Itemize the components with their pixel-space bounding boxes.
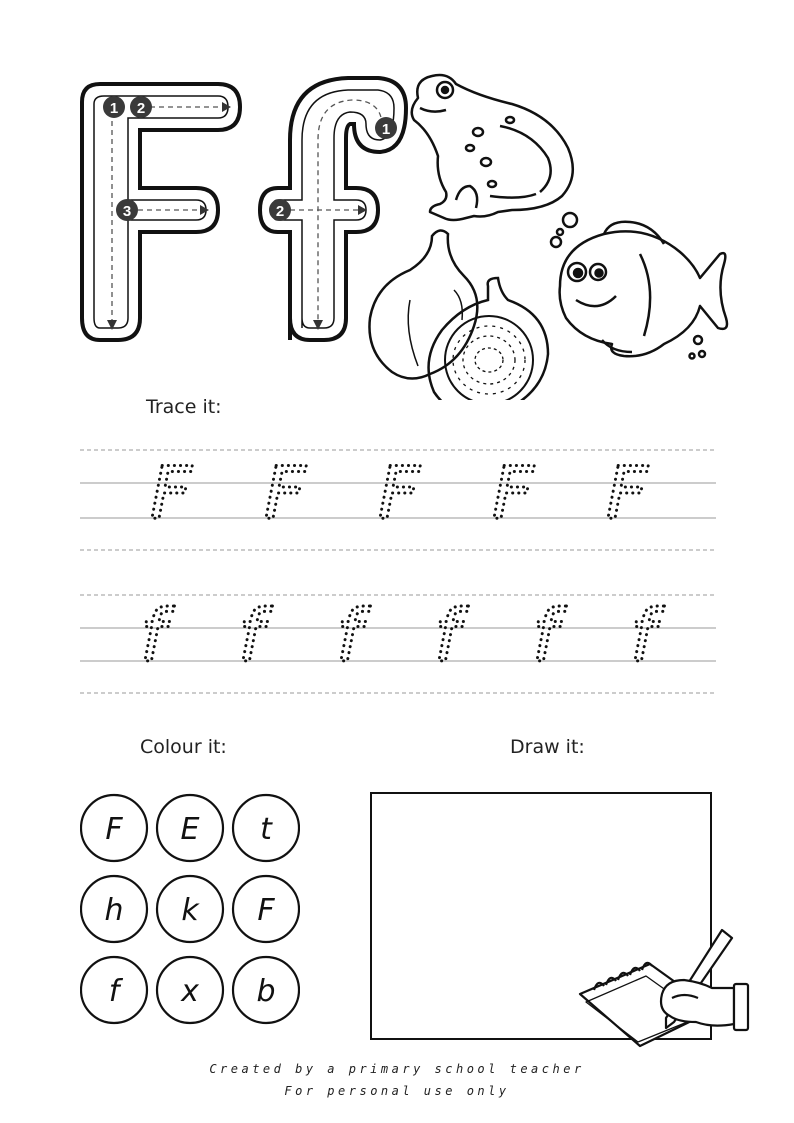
stroke-number-badge bbox=[375, 117, 397, 139]
stroke-number-badge bbox=[130, 96, 152, 118]
colour-letter-circle[interactable] bbox=[81, 795, 147, 861]
trace-row-uppercase bbox=[150, 451, 649, 535]
colour-letter: E bbox=[180, 812, 200, 847]
colour-circle-grid bbox=[80, 792, 300, 1032]
footer-credit: Created by a primary school teacher bbox=[209, 1062, 585, 1076]
colour-heading: Colour it: bbox=[140, 736, 227, 758]
stroke-number-badge bbox=[269, 199, 291, 221]
fig-icon bbox=[369, 230, 548, 400]
colour-letter-circle[interactable] bbox=[157, 957, 223, 1023]
trace-heading: Trace it: bbox=[146, 396, 222, 418]
colour-letter: F bbox=[257, 893, 275, 928]
trace-letter: f bbox=[532, 594, 558, 678]
colour-letter-circle[interactable] bbox=[81, 957, 147, 1023]
colour-letter: f bbox=[108, 974, 120, 1009]
footer-usage: For personal use only bbox=[284, 1084, 510, 1098]
colour-letter-circle[interactable] bbox=[157, 795, 223, 861]
writing-hand-icon bbox=[574, 924, 754, 1054]
trace-letter: F bbox=[150, 451, 192, 535]
colour-letter-circle[interactable] bbox=[233, 795, 299, 861]
colour-letter: b bbox=[256, 974, 276, 1009]
trace-row-lowercase bbox=[140, 594, 665, 678]
frog-icon bbox=[412, 75, 573, 220]
letter-outline-graphic bbox=[0, 0, 794, 400]
uppercase-f-outline bbox=[82, 84, 240, 340]
colour-letter: x bbox=[181, 974, 199, 1009]
colour-letter: F bbox=[105, 812, 123, 847]
trace-letter: F bbox=[378, 451, 420, 535]
trace-letter: F bbox=[264, 451, 306, 535]
svg-text:2: 2 bbox=[275, 203, 285, 220]
colour-letter: k bbox=[181, 893, 199, 928]
stroke-number-badge bbox=[103, 96, 125, 118]
trace-letter: f bbox=[140, 594, 166, 678]
trace-letter: F bbox=[492, 451, 534, 535]
colour-letter-circle[interactable] bbox=[81, 876, 147, 942]
tracing-area[interactable] bbox=[0, 430, 794, 730]
colour-letter-circle[interactable] bbox=[157, 876, 223, 942]
colour-letter-circle[interactable] bbox=[233, 957, 299, 1023]
trace-letter: F bbox=[606, 451, 648, 535]
stroke-number-badge bbox=[116, 199, 138, 221]
colour-letter-circle[interactable] bbox=[233, 876, 299, 942]
trace-letter: f bbox=[238, 594, 264, 678]
trace-letter: f bbox=[630, 594, 656, 678]
svg-text:1: 1 bbox=[381, 121, 391, 138]
svg-text:2: 2 bbox=[136, 100, 146, 117]
colour-letter: h bbox=[104, 893, 124, 928]
svg-text:3: 3 bbox=[122, 203, 132, 220]
colour-letter: t bbox=[260, 812, 272, 847]
trace-letter: f bbox=[336, 594, 362, 678]
svg-text:1: 1 bbox=[109, 100, 119, 117]
draw-heading: Draw it: bbox=[510, 736, 585, 758]
fish-icon bbox=[551, 213, 727, 359]
trace-letter: f bbox=[434, 594, 460, 678]
